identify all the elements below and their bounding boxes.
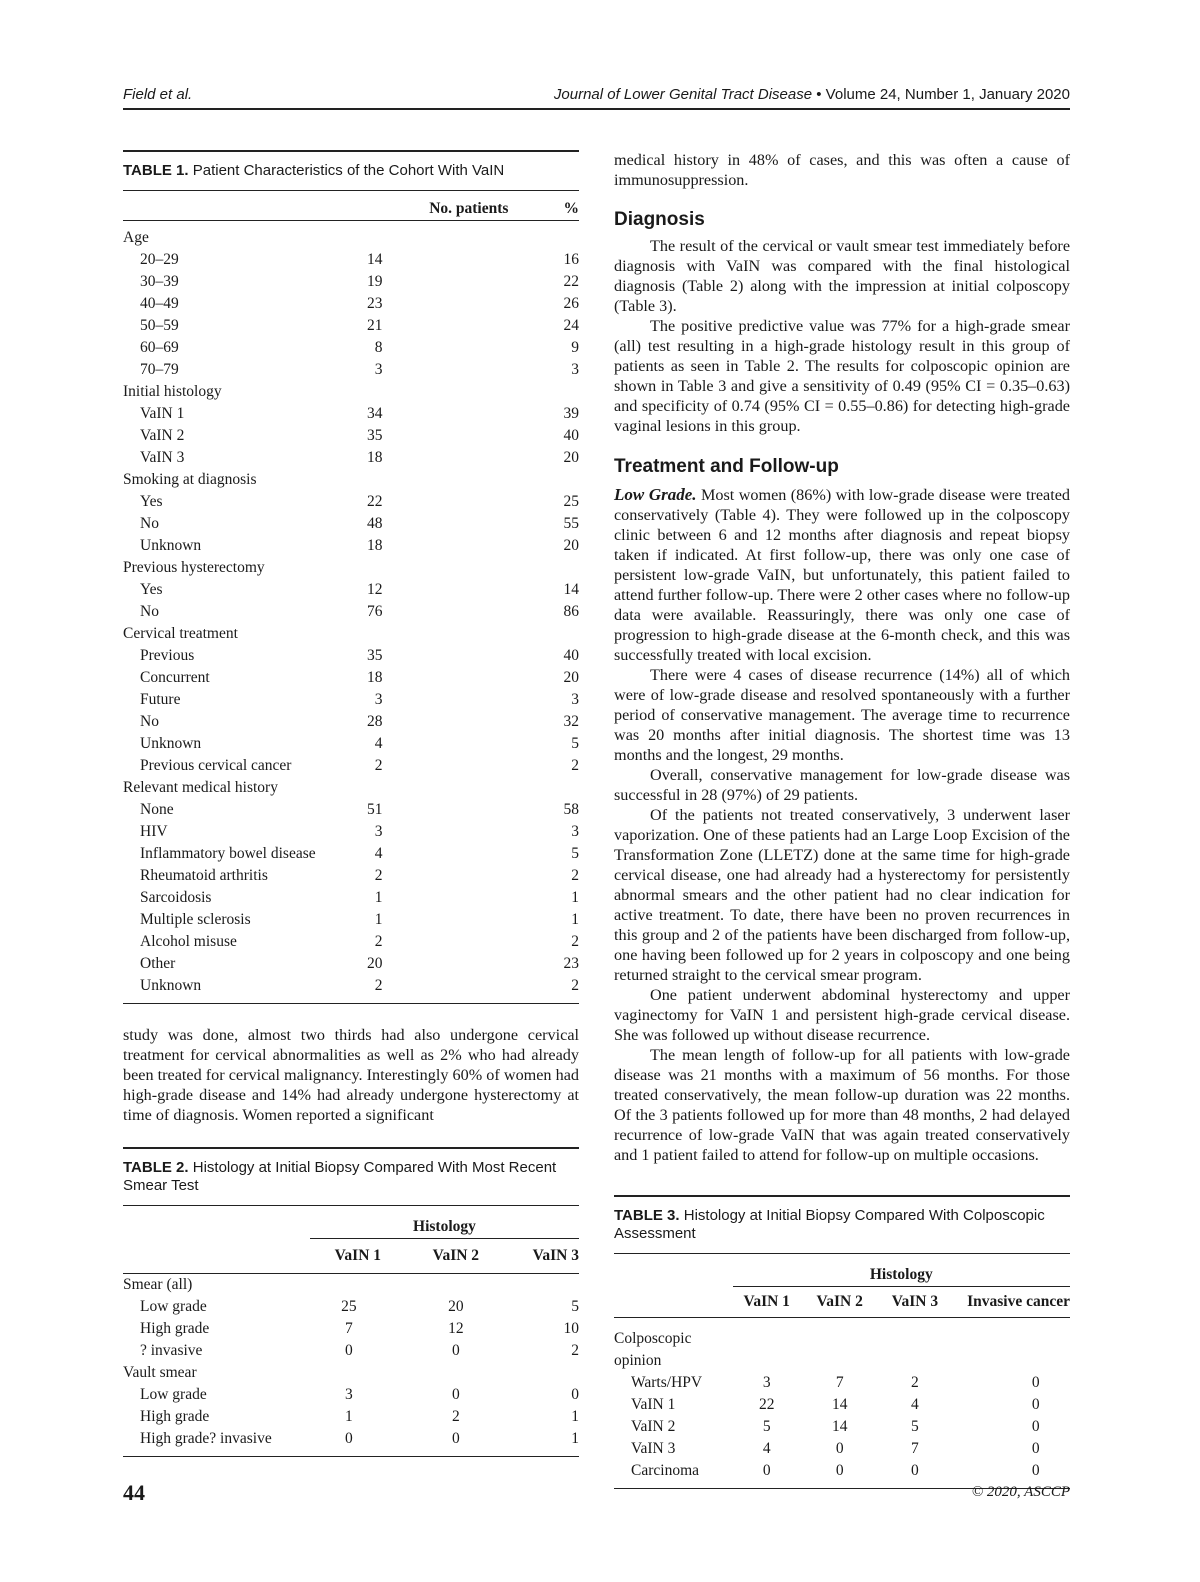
table2-cell bbox=[506, 1273, 579, 1296]
header-bullet: • bbox=[816, 86, 822, 103]
table1-row-pct: 20 bbox=[563, 449, 579, 466]
table1-row-label: Unknown bbox=[140, 735, 202, 752]
table1-row bbox=[123, 601, 579, 623]
table3-col-vain3: VaIN 3 bbox=[891, 1292, 939, 1310]
treatment-paragraph-6: The mean length of follow-up for all patients with low-grade disease was 21 months with a maximum of 56 months. For those treated conservatively, the mean follow-up duration was 22 months. Of the 3 patients followed up for more than 48 months, 2 had delayed recurrence of low-grade VaIN that was again treated conservatively and 1 patient failed to attend for follow-up on multiple occasions. bbox=[614, 1046, 1070, 1164]
table1-row-patients: 23 bbox=[366, 295, 383, 312]
table1-row-pct: 39 bbox=[563, 405, 579, 422]
table3-row-label: Carcinoma bbox=[631, 1461, 700, 1479]
table3-row-label: VaIN 1 bbox=[631, 1395, 676, 1413]
table1-row-label: Alcohol misuse bbox=[140, 933, 237, 950]
table1-row bbox=[123, 887, 579, 909]
table1-group-row bbox=[123, 777, 579, 799]
table1-row-patients: 8 bbox=[374, 339, 383, 356]
table1-group-row bbox=[123, 221, 579, 250]
table3-row-label: VaIN 2 bbox=[631, 1417, 676, 1435]
table1-row-pct: 23 bbox=[563, 955, 579, 972]
table1-row-label: Other bbox=[140, 955, 176, 972]
table1-body bbox=[123, 221, 579, 998]
table3-cell: 5 bbox=[911, 1417, 919, 1435]
table2-cell: 0 bbox=[451, 1341, 460, 1359]
table1-row-label: Yes bbox=[140, 493, 163, 510]
table3-group-header: Histology bbox=[733, 1264, 1070, 1287]
table1-row-patients: 4 bbox=[374, 845, 383, 862]
journal-name: Journal of Lower Genital Tract Disease bbox=[553, 86, 813, 103]
table3-cell: 0 bbox=[1031, 1395, 1040, 1413]
table3-cell: 0 bbox=[835, 1439, 844, 1457]
table3-cell: 0 bbox=[911, 1461, 919, 1479]
table3-cell: 14 bbox=[831, 1417, 848, 1435]
table1-row-patients: 2 bbox=[374, 977, 383, 994]
table1-row bbox=[123, 821, 579, 843]
table1-row bbox=[123, 667, 579, 689]
table2-cell: 0 bbox=[344, 1341, 353, 1359]
table1-row-pct: 24 bbox=[563, 317, 579, 334]
table1-row-patients: 35 bbox=[366, 647, 383, 664]
table2-bottom-rule bbox=[123, 1456, 579, 1457]
table1-row-label: Initial histology bbox=[123, 383, 222, 400]
table2-cell bbox=[406, 1273, 506, 1296]
table3-cell: 0 bbox=[1031, 1373, 1040, 1391]
table1-row-label: VaIN 2 bbox=[140, 427, 185, 444]
table2-cell: 12 bbox=[448, 1319, 464, 1337]
table1-row-patients: 20 bbox=[366, 955, 383, 972]
table1-row bbox=[123, 931, 579, 953]
table1-row-pct: 5 bbox=[571, 735, 579, 752]
table1-row-patients: 18 bbox=[366, 449, 383, 466]
table1-col-patients: No. patients bbox=[429, 200, 509, 217]
table1-row-pct: 2 bbox=[571, 757, 579, 774]
table1-row-pct: 2 bbox=[571, 867, 579, 884]
table1-row bbox=[123, 865, 579, 887]
table1-row-label: None bbox=[140, 801, 174, 818]
diagnosis-paragraph-2: The positive predictive value was 77% for a high-grade smear (all) test resulting in a high-grade histology result in this group of patients as seen in Table 2. The results for colposcopic opinion are shown in Table 3 and give a sensitivity of 0.49 (95% CI = 0.35–0.63) and specificity of 0.74 (95% CI = 0.55–0.86) for detecting high-grade vaginal lesions in this group. bbox=[614, 317, 1070, 435]
table1-row-patients: 35 bbox=[366, 427, 383, 444]
table3-cell: 7 bbox=[911, 1439, 919, 1457]
table1-row-label: Unknown bbox=[140, 537, 202, 554]
treatment-heading: Treatment and Follow-up bbox=[614, 456, 839, 477]
treatment-paragraph-3: Overall, conservative management for low-grade disease was successful in 28 (97%) of 29 patients. bbox=[614, 766, 1070, 804]
table2-col-vain2: VaIN 2 bbox=[432, 1246, 480, 1264]
table2-cell: 1 bbox=[571, 1429, 579, 1447]
table3-cell bbox=[951, 1317, 1070, 1372]
table1-row-pct: 3 bbox=[571, 361, 579, 378]
table3-cell bbox=[733, 1317, 801, 1372]
copyright: © 2020, ASCCP bbox=[971, 1484, 1070, 1500]
table3-cell bbox=[801, 1317, 879, 1372]
table1-row-patients bbox=[367, 777, 509, 799]
table2-body bbox=[123, 1273, 579, 1450]
table1-row-pct: 9 bbox=[571, 339, 579, 356]
table1-row bbox=[123, 689, 579, 711]
table3-body bbox=[614, 1317, 1070, 1482]
table1-row-label: Cervical treatment bbox=[123, 625, 238, 642]
table1-title: Patient Characteristics of the Cohort With VaIN bbox=[192, 162, 505, 179]
table1-row bbox=[123, 711, 579, 733]
page-number: 44 bbox=[123, 1480, 145, 1505]
table1-row-patients: 51 bbox=[366, 801, 383, 818]
table1-row bbox=[123, 909, 579, 931]
table1-row-label: Age bbox=[123, 229, 149, 246]
table2-cell: 20 bbox=[448, 1297, 464, 1315]
table2-col-vain1: VaIN 1 bbox=[334, 1246, 382, 1264]
table1-group-row bbox=[123, 381, 579, 403]
table1-row-pct: 20 bbox=[563, 537, 579, 554]
table1-row-patients: 2 bbox=[374, 757, 383, 774]
table2-group-header-row bbox=[123, 1216, 579, 1239]
table1-row bbox=[123, 975, 579, 997]
table1-row-patients bbox=[367, 221, 509, 250]
table3-header-row bbox=[614, 1287, 1070, 1318]
table1-row bbox=[123, 337, 579, 359]
table1-row-pct: 5 bbox=[571, 845, 579, 862]
table1-row-patients: 28 bbox=[366, 713, 383, 730]
journal-issue: Volume 24, Number 1, January 2020 bbox=[825, 86, 1070, 103]
table1-row-label: Relevant medical history bbox=[123, 779, 278, 796]
table1 bbox=[123, 198, 579, 997]
table3-cell: 3 bbox=[762, 1373, 771, 1391]
table1-row-label: 30–39 bbox=[140, 273, 179, 290]
treatment-paragraph-2: There were 4 cases of disease recurrence (14%) all of which were of low-grade disease and resolved spontaneously with a further period of conservative management. The average time to recurrence was 20 months after initial diagnosis. The shortest time was 13 months and the longest, 29 months. bbox=[614, 666, 1070, 764]
table1-row-label: Previous hysterectomy bbox=[123, 559, 265, 576]
table3-cell: 22 bbox=[758, 1395, 775, 1413]
table3-row-label: Warts/HPV bbox=[631, 1373, 703, 1391]
table1-row-patients: 21 bbox=[366, 317, 383, 334]
table2-cell bbox=[310, 1273, 406, 1296]
table1-row-label: No bbox=[140, 515, 159, 532]
table1-row bbox=[123, 513, 579, 535]
table2-cell bbox=[506, 1362, 579, 1384]
table1-row bbox=[123, 293, 579, 315]
table1-row-patients: 18 bbox=[366, 537, 383, 554]
table2-row bbox=[123, 1340, 579, 1362]
table2-cell: 7 bbox=[344, 1319, 353, 1337]
table1-row-pct: 1 bbox=[571, 889, 579, 906]
table2-cell: 1 bbox=[571, 1407, 579, 1425]
table2-row-label: Vault smear bbox=[123, 1363, 197, 1381]
table1-row-label: No bbox=[140, 603, 159, 620]
table3-cell: 5 bbox=[762, 1417, 771, 1435]
table1-row bbox=[123, 755, 579, 777]
table1-caption bbox=[123, 152, 579, 190]
table2 bbox=[123, 1216, 579, 1450]
table1-row-pct bbox=[508, 381, 579, 403]
table1-row bbox=[123, 535, 579, 557]
table2-col-vain3: VaIN 3 bbox=[532, 1246, 579, 1264]
table3-row bbox=[614, 1372, 1070, 1394]
table1-row-patients: 2 bbox=[374, 933, 383, 950]
table2-cell: 5 bbox=[571, 1297, 579, 1315]
table1-row-label: Yes bbox=[140, 581, 163, 598]
table1-row bbox=[123, 953, 579, 975]
table1-row-label: Previous cervical cancer bbox=[140, 757, 292, 774]
table1-row-pct: 3 bbox=[571, 823, 579, 840]
table3-cell: 0 bbox=[835, 1461, 844, 1479]
table1-row-label: VaIN 1 bbox=[140, 405, 185, 422]
table1-row-patients: 3 bbox=[374, 361, 383, 378]
table2-cell: 2 bbox=[451, 1407, 460, 1425]
table3-cell bbox=[878, 1317, 951, 1372]
table1-row-patients: 3 bbox=[374, 691, 383, 708]
table3-col-invasive: Invasive cancer bbox=[967, 1292, 1070, 1310]
table1-row bbox=[123, 359, 579, 381]
table1-row-pct: 55 bbox=[563, 515, 579, 532]
table1-row-label: 50–59 bbox=[140, 317, 179, 334]
table1-row-pct: 40 bbox=[563, 647, 579, 664]
table1-row-pct: 86 bbox=[563, 603, 579, 620]
table1-row-patients: 34 bbox=[366, 405, 383, 422]
table3-caption-rule bbox=[614, 1253, 1070, 1254]
author-header: Field et al. bbox=[123, 86, 193, 103]
running-header bbox=[123, 86, 1070, 110]
table2-group-header: Histology bbox=[310, 1216, 579, 1239]
table1-row-patients: 48 bbox=[366, 515, 383, 532]
table1-row-patients: 1 bbox=[374, 911, 383, 928]
table1-row-patients: 12 bbox=[366, 581, 383, 598]
table1-row-label: 70–79 bbox=[140, 361, 179, 378]
treatment-paragraph-5: One patient underwent abdominal hysterectomy and upper vaginectomy for VaIN 1 and persistent high-grade cervical disease. She was followed up without disease recurrence. bbox=[614, 986, 1070, 1044]
journal-header bbox=[554, 86, 1070, 103]
table1-row-patients: 3 bbox=[374, 823, 383, 840]
table1-row bbox=[123, 579, 579, 601]
table3-row bbox=[614, 1394, 1070, 1416]
table2-row bbox=[123, 1384, 579, 1406]
table3 bbox=[614, 1264, 1070, 1482]
table2-row bbox=[123, 1318, 579, 1340]
table1-row-label: Sarcoidosis bbox=[140, 889, 212, 906]
table3-row-label: VaIN 3 bbox=[631, 1439, 676, 1457]
table1-row-patients: 19 bbox=[366, 273, 383, 290]
table2-group-row bbox=[123, 1362, 579, 1384]
table2-row bbox=[123, 1296, 579, 1318]
table1-row-pct: 25 bbox=[563, 493, 579, 510]
table3-row bbox=[614, 1438, 1070, 1460]
table1-row-pct: 58 bbox=[563, 801, 579, 818]
table1-row-label: Smoking at diagnosis bbox=[123, 471, 257, 488]
table1-group-row bbox=[123, 623, 579, 645]
table2-row-label: ? invasive bbox=[140, 1341, 203, 1359]
table1-row-patients: 22 bbox=[366, 493, 383, 510]
table2-cell: 10 bbox=[563, 1319, 579, 1337]
table1-row-pct: 2 bbox=[571, 933, 579, 950]
diagnosis-heading: Diagnosis bbox=[614, 209, 705, 230]
table1-row-pct: 16 bbox=[563, 251, 579, 268]
table3-group-header-row bbox=[614, 1264, 1070, 1287]
table1-row-patients bbox=[367, 381, 509, 403]
table2-cell bbox=[310, 1362, 406, 1384]
table2-row-label: High grade bbox=[140, 1319, 210, 1337]
table1-row-label: 40–49 bbox=[140, 295, 179, 312]
table2-cell: 1 bbox=[344, 1407, 353, 1425]
table1-row-label: 60–69 bbox=[140, 339, 179, 356]
right-column bbox=[614, 150, 1070, 1489]
table1-row-patients bbox=[367, 469, 509, 491]
table1-row-patients: 2 bbox=[374, 867, 383, 884]
table1-row bbox=[123, 403, 579, 425]
table1-row-patients: 76 bbox=[366, 603, 383, 620]
table1-row-pct: 22 bbox=[563, 273, 579, 290]
table1-row bbox=[123, 425, 579, 447]
table1-row-pct: 32 bbox=[563, 713, 579, 730]
table1-col-pct: % bbox=[563, 200, 579, 217]
table3-cell: 7 bbox=[835, 1373, 844, 1391]
table1-row-label: Inflammatory bowel disease bbox=[140, 845, 316, 862]
table2-cell: 0 bbox=[451, 1385, 460, 1403]
table1-row-patients: 18 bbox=[366, 669, 383, 686]
table1-caption-rule bbox=[123, 190, 579, 191]
table1-row-label: Concurrent bbox=[140, 669, 210, 686]
table1-row-label: 20–29 bbox=[140, 251, 179, 268]
table1-header-row bbox=[123, 198, 579, 221]
table2-row-label: Low grade bbox=[140, 1297, 207, 1315]
table2-group-row bbox=[123, 1273, 579, 1296]
table1-row-patients bbox=[367, 557, 509, 579]
table3-col-vain2: VaIN 2 bbox=[816, 1292, 863, 1310]
table2-cell: 0 bbox=[451, 1429, 460, 1447]
left-column bbox=[123, 150, 579, 1457]
low-grade-label: Low Grade. bbox=[614, 485, 697, 504]
table1-row bbox=[123, 315, 579, 337]
table2-header-row bbox=[123, 1239, 579, 1274]
table3-label: TABLE 3. bbox=[614, 1207, 680, 1224]
table3-title: Histology at Initial Biopsy Compared With Colposcopic Assessment bbox=[614, 1207, 1045, 1242]
table1-row-pct: 1 bbox=[571, 911, 579, 928]
table2-cell bbox=[406, 1362, 506, 1384]
table1-row-pct: 2 bbox=[571, 977, 579, 994]
table3-cell: 14 bbox=[831, 1395, 848, 1413]
table1-row bbox=[123, 799, 579, 821]
table3-row bbox=[614, 1460, 1070, 1482]
table1-row-label: Future bbox=[140, 691, 181, 708]
table3-cell: 0 bbox=[1031, 1439, 1040, 1457]
table1-row-label: Multiple sclerosis bbox=[140, 911, 251, 928]
table1-row-pct: 40 bbox=[563, 427, 579, 444]
table2-caption bbox=[123, 1149, 579, 1205]
treatment-paragraph-1-text: Most women (86%) with low-grade disease were treated conservatively (Table 4). They were followed up in the colposcopy clinic between 6 and 12 months after diagnosis and repeat biopsy taken if indicated. At first follow-up, there was only one case of persistent low-grade VaIN, but unfortunately, this patient failed to attend further follow-up. There were 2 other cases where no follow-up data were available. Reassuringly, there was only one case of progression to high-grade disease at the 6-month check, and this was successfully treated with local excision. bbox=[614, 486, 1070, 664]
table1-row-pct bbox=[508, 221, 579, 250]
table1-row-patients: 14 bbox=[366, 251, 383, 268]
table1-row-label: Previous bbox=[140, 647, 195, 664]
table1-row-pct bbox=[508, 557, 579, 579]
table1-row bbox=[123, 843, 579, 865]
diagnosis-paragraph-1: The result of the cervical or vault smear test immediately before diagnosis with VaIN was compared with the final histological diagnosis (Table 2) along with the impression at initial colposcopy (Table 3). bbox=[614, 237, 1070, 315]
table2-cell: 3 bbox=[344, 1385, 353, 1403]
table3-group-row bbox=[614, 1317, 1070, 1372]
table1-row bbox=[123, 491, 579, 513]
table3-cell: 2 bbox=[911, 1373, 919, 1391]
table1-row-pct bbox=[508, 777, 579, 799]
table1-row bbox=[123, 447, 579, 469]
treatment-paragraph-1 bbox=[614, 485, 1070, 665]
table3-row-label: Colposcopic opinion bbox=[614, 1329, 692, 1369]
table1-label: TABLE 1. bbox=[123, 162, 189, 179]
table1-row-pct: 26 bbox=[563, 295, 579, 312]
table3-cell: 0 bbox=[762, 1461, 771, 1479]
table1-row bbox=[123, 271, 579, 293]
table1-row-pct: 3 bbox=[571, 691, 579, 708]
table1-row bbox=[123, 733, 579, 755]
table1-row-label: Rheumatoid arthritis bbox=[140, 867, 268, 884]
treatment-paragraph-4: Of the patients not treated conservatively, 3 underwent laser vaporization. One of these patients had an Large Loop Excision of the Transformation Zone (LLETZ) done at the same time for high-grade cervical disease, one had already had a hysterectomy for persistently abnormal smears and the other patient had no clear indication for active treatment. To date, there have been no proven recurrences in this group and 2 of the patients have been discharged from follow-up, one having been followed up for 2 years in colposcopy and one being returned straight to the cervical smear program. bbox=[614, 806, 1070, 984]
table2-caption-rule bbox=[123, 1205, 579, 1206]
table2-row bbox=[123, 1406, 579, 1428]
table2-cell: 0 bbox=[571, 1385, 579, 1403]
table2-row-label: Low grade bbox=[140, 1385, 207, 1403]
table3-caption bbox=[614, 1197, 1070, 1253]
table1-row-patients bbox=[367, 623, 509, 645]
table1-row-label: No bbox=[140, 713, 159, 730]
table1-row-patients: 4 bbox=[374, 735, 383, 752]
table1-row-pct: 14 bbox=[563, 581, 579, 598]
table2-row-label: High grade? invasive bbox=[140, 1429, 272, 1447]
table3-cell: 0 bbox=[1031, 1417, 1040, 1435]
table1-group-row bbox=[123, 557, 579, 579]
table1-bottom-rule bbox=[123, 1003, 579, 1004]
table1-group-row bbox=[123, 469, 579, 491]
table2-row bbox=[123, 1428, 579, 1450]
table3-col-vain1: VaIN 1 bbox=[743, 1292, 790, 1310]
table1-row-patients: 1 bbox=[374, 889, 383, 906]
table1-row-label: HIV bbox=[140, 823, 168, 840]
table2-cell: 0 bbox=[344, 1429, 353, 1447]
intro-paragraph: medical history in 48% of cases, and this was often a cause of immunosuppression. bbox=[614, 151, 1070, 189]
table2-row-label: Smear (all) bbox=[123, 1275, 193, 1293]
left-body-text: study was done, almost two thirds had also undergone cervical treatment for cervical abnormalities as well as 2% who had already been treated for cervical malignancy. Interestingly 60% of women had high-grade disease and 14% had already undergone hysterectomy at time of diagnosis. Women reported a significant bbox=[123, 1026, 579, 1124]
table3-cell: 0 bbox=[1031, 1461, 1040, 1479]
table2-row-label: High grade bbox=[140, 1407, 210, 1425]
table1-row-pct bbox=[508, 623, 579, 645]
table1-row-label: Unknown bbox=[140, 977, 202, 994]
table1-row-pct: 20 bbox=[563, 669, 579, 686]
table3-row bbox=[614, 1416, 1070, 1438]
table2-cell: 2 bbox=[571, 1341, 579, 1359]
table3-cell: 4 bbox=[762, 1439, 771, 1457]
table2-title: Histology at Initial Biopsy Compared With Most Recent Smear Test bbox=[123, 1159, 557, 1194]
table1-row-label: VaIN 3 bbox=[140, 449, 185, 466]
table1-row bbox=[123, 249, 579, 271]
table2-cell: 25 bbox=[341, 1297, 357, 1315]
table1-row bbox=[123, 645, 579, 667]
table3-cell: 4 bbox=[911, 1395, 919, 1413]
table2-label: TABLE 2. bbox=[123, 1159, 189, 1176]
table1-row-pct bbox=[508, 469, 579, 491]
